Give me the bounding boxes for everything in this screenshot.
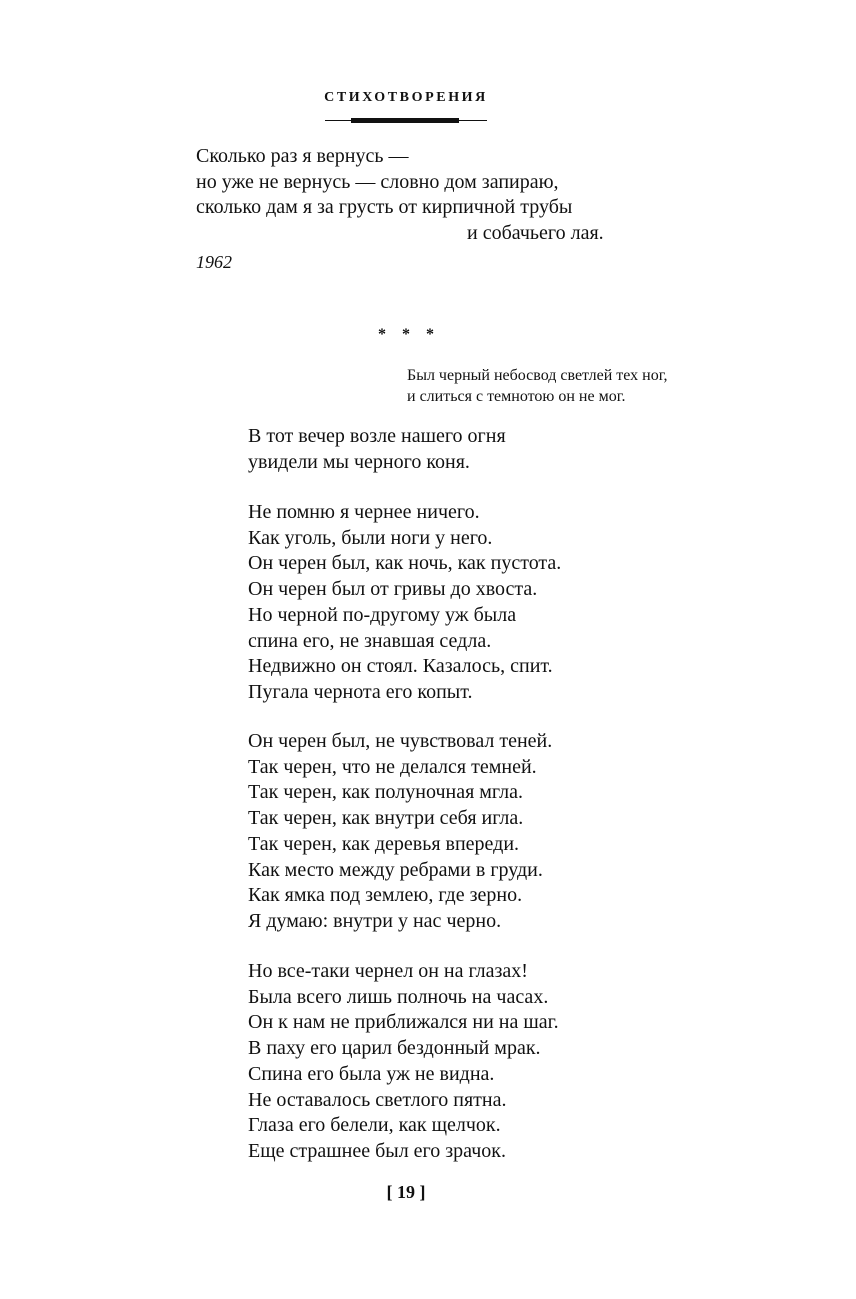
poem-line: но уже не вернусь — словно дом запираю, <box>196 170 559 193</box>
poem-line: спина его, не знавшая седла. <box>248 629 492 652</box>
poem-line: В паху его царил бездонный мрак. <box>248 1037 541 1060</box>
poem-line: Не помню я чернее ничего. <box>248 501 480 523</box>
poem-line: Он к нам не приближался ни на шаг. <box>248 1011 559 1034</box>
poem-line: Так черен, что не делался темней. <box>248 755 537 778</box>
running-title: СТИХОТВОРЕНИЯ <box>324 90 488 105</box>
poem-line: Была всего лишь полночь на часах. <box>248 985 549 1008</box>
poem-line: Еще страшнее был его зрачок. <box>248 1139 507 1162</box>
poem-line: Но все-таки чернел он на глазах! <box>248 960 528 982</box>
poem-line: Он черен был от гривы до хвоста. <box>248 578 538 601</box>
stanza-1 <box>248 424 506 475</box>
stanza-4 <box>248 959 559 1165</box>
poem-line: Как ямка под землею, где зерно. <box>248 884 523 907</box>
epigraph-line: Был черный небосвод светлей тех ног, <box>407 367 668 384</box>
poem-line: Пугала чернота его копыт. <box>248 680 473 703</box>
poem-year: 1962 <box>196 252 232 272</box>
poem-line: Он черен был, не чувствовал теней. <box>248 730 553 752</box>
poem-line: Сколько раз я вернусь — <box>196 145 409 167</box>
poem-line: Спина его была уж не видна. <box>248 1062 495 1085</box>
stanza-2 <box>248 500 561 706</box>
poem-line: Так черен, как деревья впереди. <box>248 832 520 855</box>
previous-poem-ending <box>196 144 604 247</box>
poem-line: Он черен был, как ночь, как пустота. <box>248 552 562 575</box>
poem-line: Так черен, как полуночная мгла. <box>248 781 523 804</box>
poem-line: Как уголь, были ноги у него. <box>248 526 493 549</box>
poem-line: Как место между ребрами в груди. <box>248 858 543 881</box>
poem-line: Недвижно он стоял. Казалось, спит. <box>248 655 553 678</box>
poem-line: В тот вечер возле нашего огня <box>248 425 506 447</box>
epigraph-line: и слиться с темнотою он не мог. <box>407 388 626 405</box>
poem-line: Так черен, как внутри себя игла. <box>248 807 524 830</box>
page-number: [ 19 ] <box>386 1182 426 1202</box>
poem-line-indented: и собачьего лая. <box>467 222 604 245</box>
poem-line: сколько дам я за грусть от кирпичной трубы <box>196 196 573 219</box>
poem-line: увидели мы черного коня. <box>248 450 470 473</box>
epigraph <box>407 365 667 407</box>
poem-separator-asterisks: * * * <box>378 326 440 343</box>
stanza-3 <box>248 729 552 935</box>
header-rule-thick <box>351 118 459 123</box>
poem-line: Глаза его белели, как щелчок. <box>248 1114 501 1137</box>
poem-line: Не оставалось светлого пятна. <box>248 1088 507 1111</box>
poem-line: Я думаю: внутри у нас черно. <box>248 909 502 932</box>
poem-line: Но черной по-другому уж была <box>248 603 517 626</box>
